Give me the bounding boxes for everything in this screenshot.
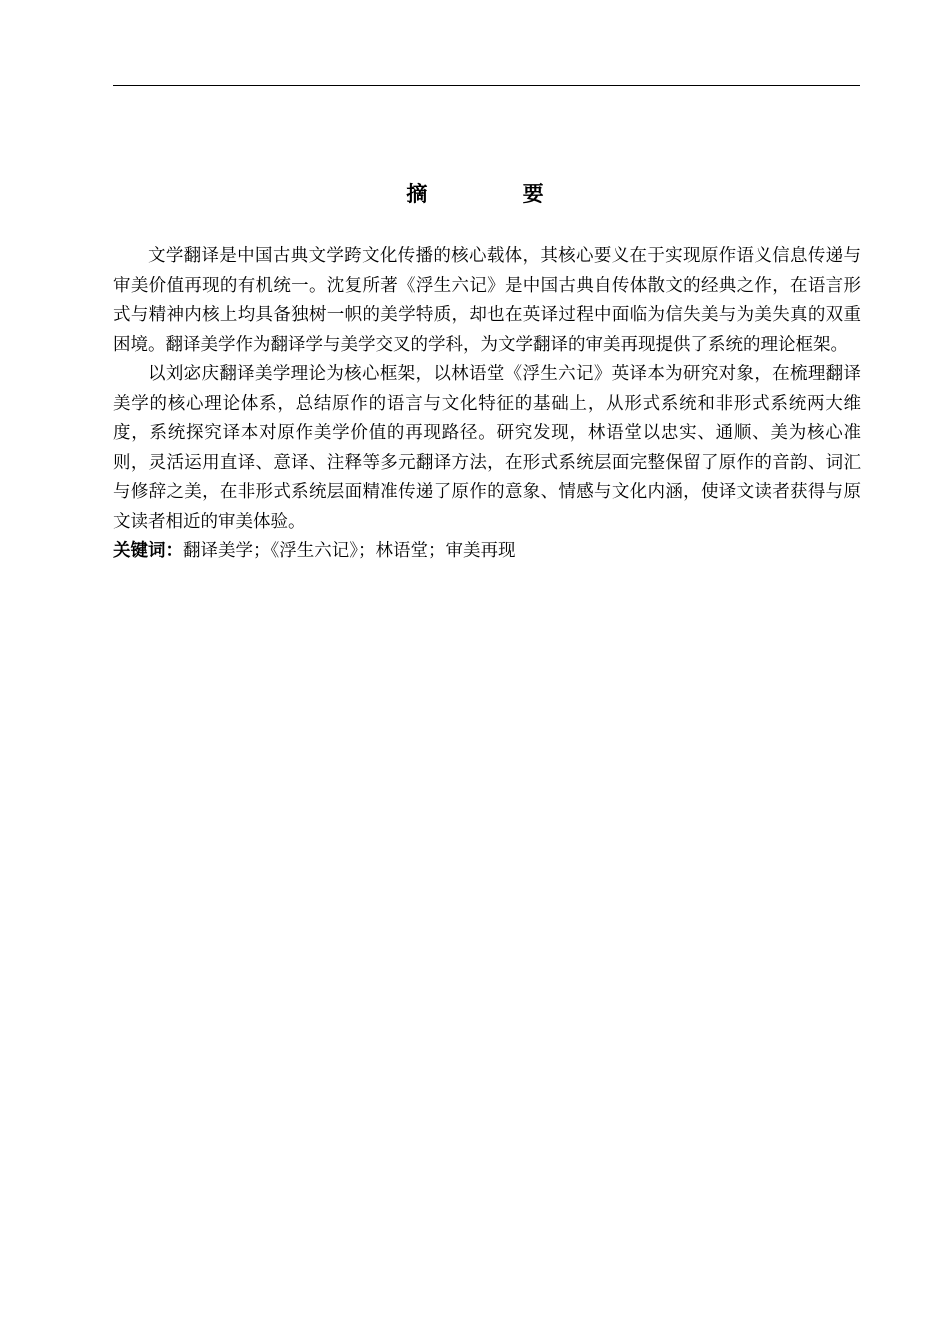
abstract-paragraph-1: 文学翻译是中国古典文学跨文化传播的核心载体，其核心要义在于实现原作语义信息传递与审美价值再现的有机统一。沈复所著《浮生六记》是中国古典自传体散文的经典之作，在语言形式与精神内核上均具备独树一帜的美学特质，却也在英译过程中面临为信失美与为美失真的双重困境。翻译美学作为翻译学与美学交叉的学科，为文学翻译的审美再现提供了系统的理论框架。 (113, 246, 861, 355)
keywords-text: 翻译美学；《浮生六记》；林语堂；审美再现 (183, 541, 516, 561)
header-rule (113, 85, 860, 86)
abstract-title: 摘 要 (406, 182, 588, 206)
abstract-body (113, 242, 861, 567)
abstract-paragraph-2: 以刘宓庆翻译美学理论为核心框架，以林语堂《浮生六记》英译本为研究对象，在梳理翻译美学的核心理论体系，总结原作的语言与文化特征的基础上，从形式系统和非形式系统两大维度，系统探究译本对原作美学价值的再现路径。研究发现，林语堂以忠实、通顺、美为核心准则，灵活运用直译、意译、注释等多元翻译方法，在形式系统层面完整保留了原作的音韵、词汇与修辞之美，在非形式系统层面精准传递了原作的意象、情感与文化内涵，使译文读者获得与原文读者相近的审美体验。 (113, 364, 861, 532)
keywords-line (113, 537, 861, 567)
keywords-label: 关键词： (113, 541, 183, 561)
